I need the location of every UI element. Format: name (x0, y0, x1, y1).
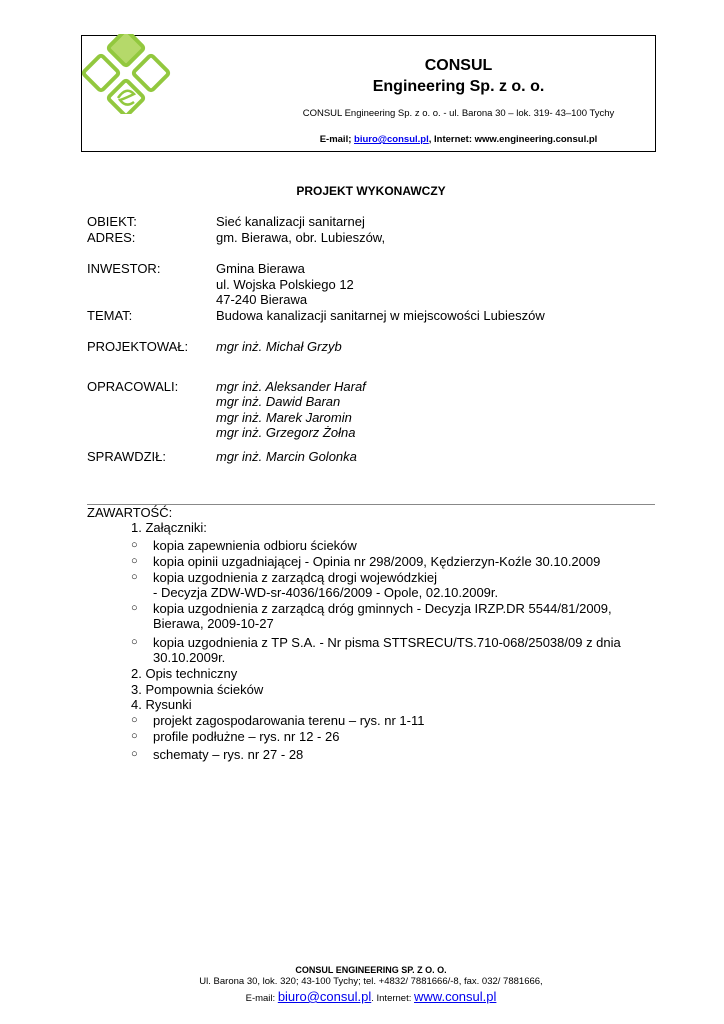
opracowali-value-4: mgr inż. Grzegorz Żołna (216, 425, 356, 440)
opracowali-value-1: mgr inż. Aleksander Haraf (216, 379, 366, 394)
attachment-2: kopia opinii uzgadniającej - Opinia nr 298/2009, Kędzierzyn-Koźle 30.10.2009 (153, 554, 601, 569)
drawing-1: projekt zagospodarowania terenu – rys. nr 1-11 (153, 713, 425, 728)
footer-email-label: E-mail: (245, 993, 278, 1004)
bullet-icon: ○ (131, 571, 138, 583)
footer-email-link[interactable]: biuro@consul.pl (277, 989, 372, 1004)
email-label: E-mail; (319, 134, 355, 145)
inwestor-line-1: Gmina Bierawa (216, 261, 305, 276)
attachment-1: kopia zapewnienia odbioru ścieków (153, 538, 357, 553)
sprawdzil-label: SPRAWDZIŁ: (87, 449, 166, 464)
obiekt-value: Sieć kanalizacji sanitarnej (216, 214, 365, 229)
contents-item-2: 2. Opis techniczny (131, 666, 238, 681)
attachment-3-cont: - Decyzja ZDW-WD-sr-4036/166/2009 - Opole, 02.10.2009r. (153, 585, 499, 600)
projektowal-value: mgr inż. Michał Grzyb (216, 339, 342, 354)
footer-internet-label: . Internet: (371, 993, 415, 1004)
consul-logo-icon (80, 34, 190, 114)
document-title: PROJEKT WYKONAWCZY (296, 184, 446, 198)
sprawdzil-value: mgr inż. Marcin Golonka (216, 449, 357, 464)
contents-item-1: 1. Załączniki: (131, 520, 207, 535)
company-address: CONSUL Engineering Sp. z o. o. - ul. Barona 30 – lok. 319- 43–100 Tychy (302, 108, 615, 119)
projektowal-label: PROJEKTOWAŁ: (87, 339, 189, 354)
company-contact (262, 134, 655, 145)
attachment-4-cont: Bierawa, 2009-10-27 (153, 616, 274, 631)
letterhead-box (81, 35, 656, 152)
inwestor-line-3: 47-240 Bierawa (216, 292, 308, 307)
contents-item-4: 4. Rysunki (131, 697, 192, 712)
bullet-icon: ○ (131, 730, 138, 742)
opracowali-label: OPRACOWALI: (87, 379, 179, 394)
bullet-icon: ○ (131, 539, 138, 551)
attachment-4: kopia uzgodnienia z zarządcą dróg gminnych - Decyzja IRZP.DR 5544/81/2009, (153, 601, 612, 616)
adres-value: gm. Bierawa, obr. Lubieszów, (216, 230, 386, 245)
footer-contact (0, 989, 724, 1004)
company-name: CONSUL (424, 57, 493, 74)
drawing-2: profile podłużne – rys. nr 12 - 26 (153, 729, 340, 744)
bullet-icon: ○ (131, 636, 138, 648)
email-link[interactable]: biuro@consul.pl (354, 134, 429, 145)
attachment-5-cont: 30.10.2009r. (153, 650, 226, 665)
inwestor-label: INWESTOR: (87, 261, 161, 276)
internet-label: , Internet: www.engineering.consul.pl (428, 134, 598, 145)
attachment-5: kopia uzgodnienia z TP S.A. - Nr pisma STTSRECU/TS.710-068/25038/09 z dnia (153, 635, 621, 650)
attachment-3: kopia uzgodnienia z zarządcą drogi wojewódzkiej (153, 570, 438, 585)
temat-label: TEMAT: (87, 308, 133, 323)
temat-value: Budowa kanalizacji sanitarnej w miejscowości Lubieszów (216, 308, 545, 323)
inwestor-line-2: ul. Wojska Polskiego 12 (216, 277, 354, 292)
contents-item-3: 3. Pompownia ścieków (131, 682, 264, 697)
bullet-icon: ○ (131, 602, 138, 614)
opracowali-value-2: mgr inż. Dawid Baran (216, 394, 341, 409)
footer-company: CONSUL ENGINEERING SP. Z O. O. (295, 965, 447, 975)
footer-www-link[interactable]: www.consul.pl (414, 989, 497, 1004)
opracowali-value-3: mgr inż. Marek Jaromin (216, 410, 352, 425)
company-full-name: Engineering Sp. z o. o. (372, 78, 545, 95)
bullet-icon: ○ (131, 555, 138, 567)
bullet-icon: ○ (131, 748, 138, 760)
obiekt-label: OBIEKT: (87, 214, 137, 229)
contents-heading: ZAWARTOŚĆ: (87, 505, 173, 520)
bullet-icon: ○ (131, 714, 138, 726)
adres-label: ADRES: (87, 230, 136, 245)
drawing-3: schematy – rys. nr 27 - 28 (153, 747, 304, 762)
footer-address: Ul. Barona 30, lok. 320; 43-100 Tychy; tel. +4832/ 7881666/-8, fax. 032/ 7881666, (199, 976, 543, 987)
